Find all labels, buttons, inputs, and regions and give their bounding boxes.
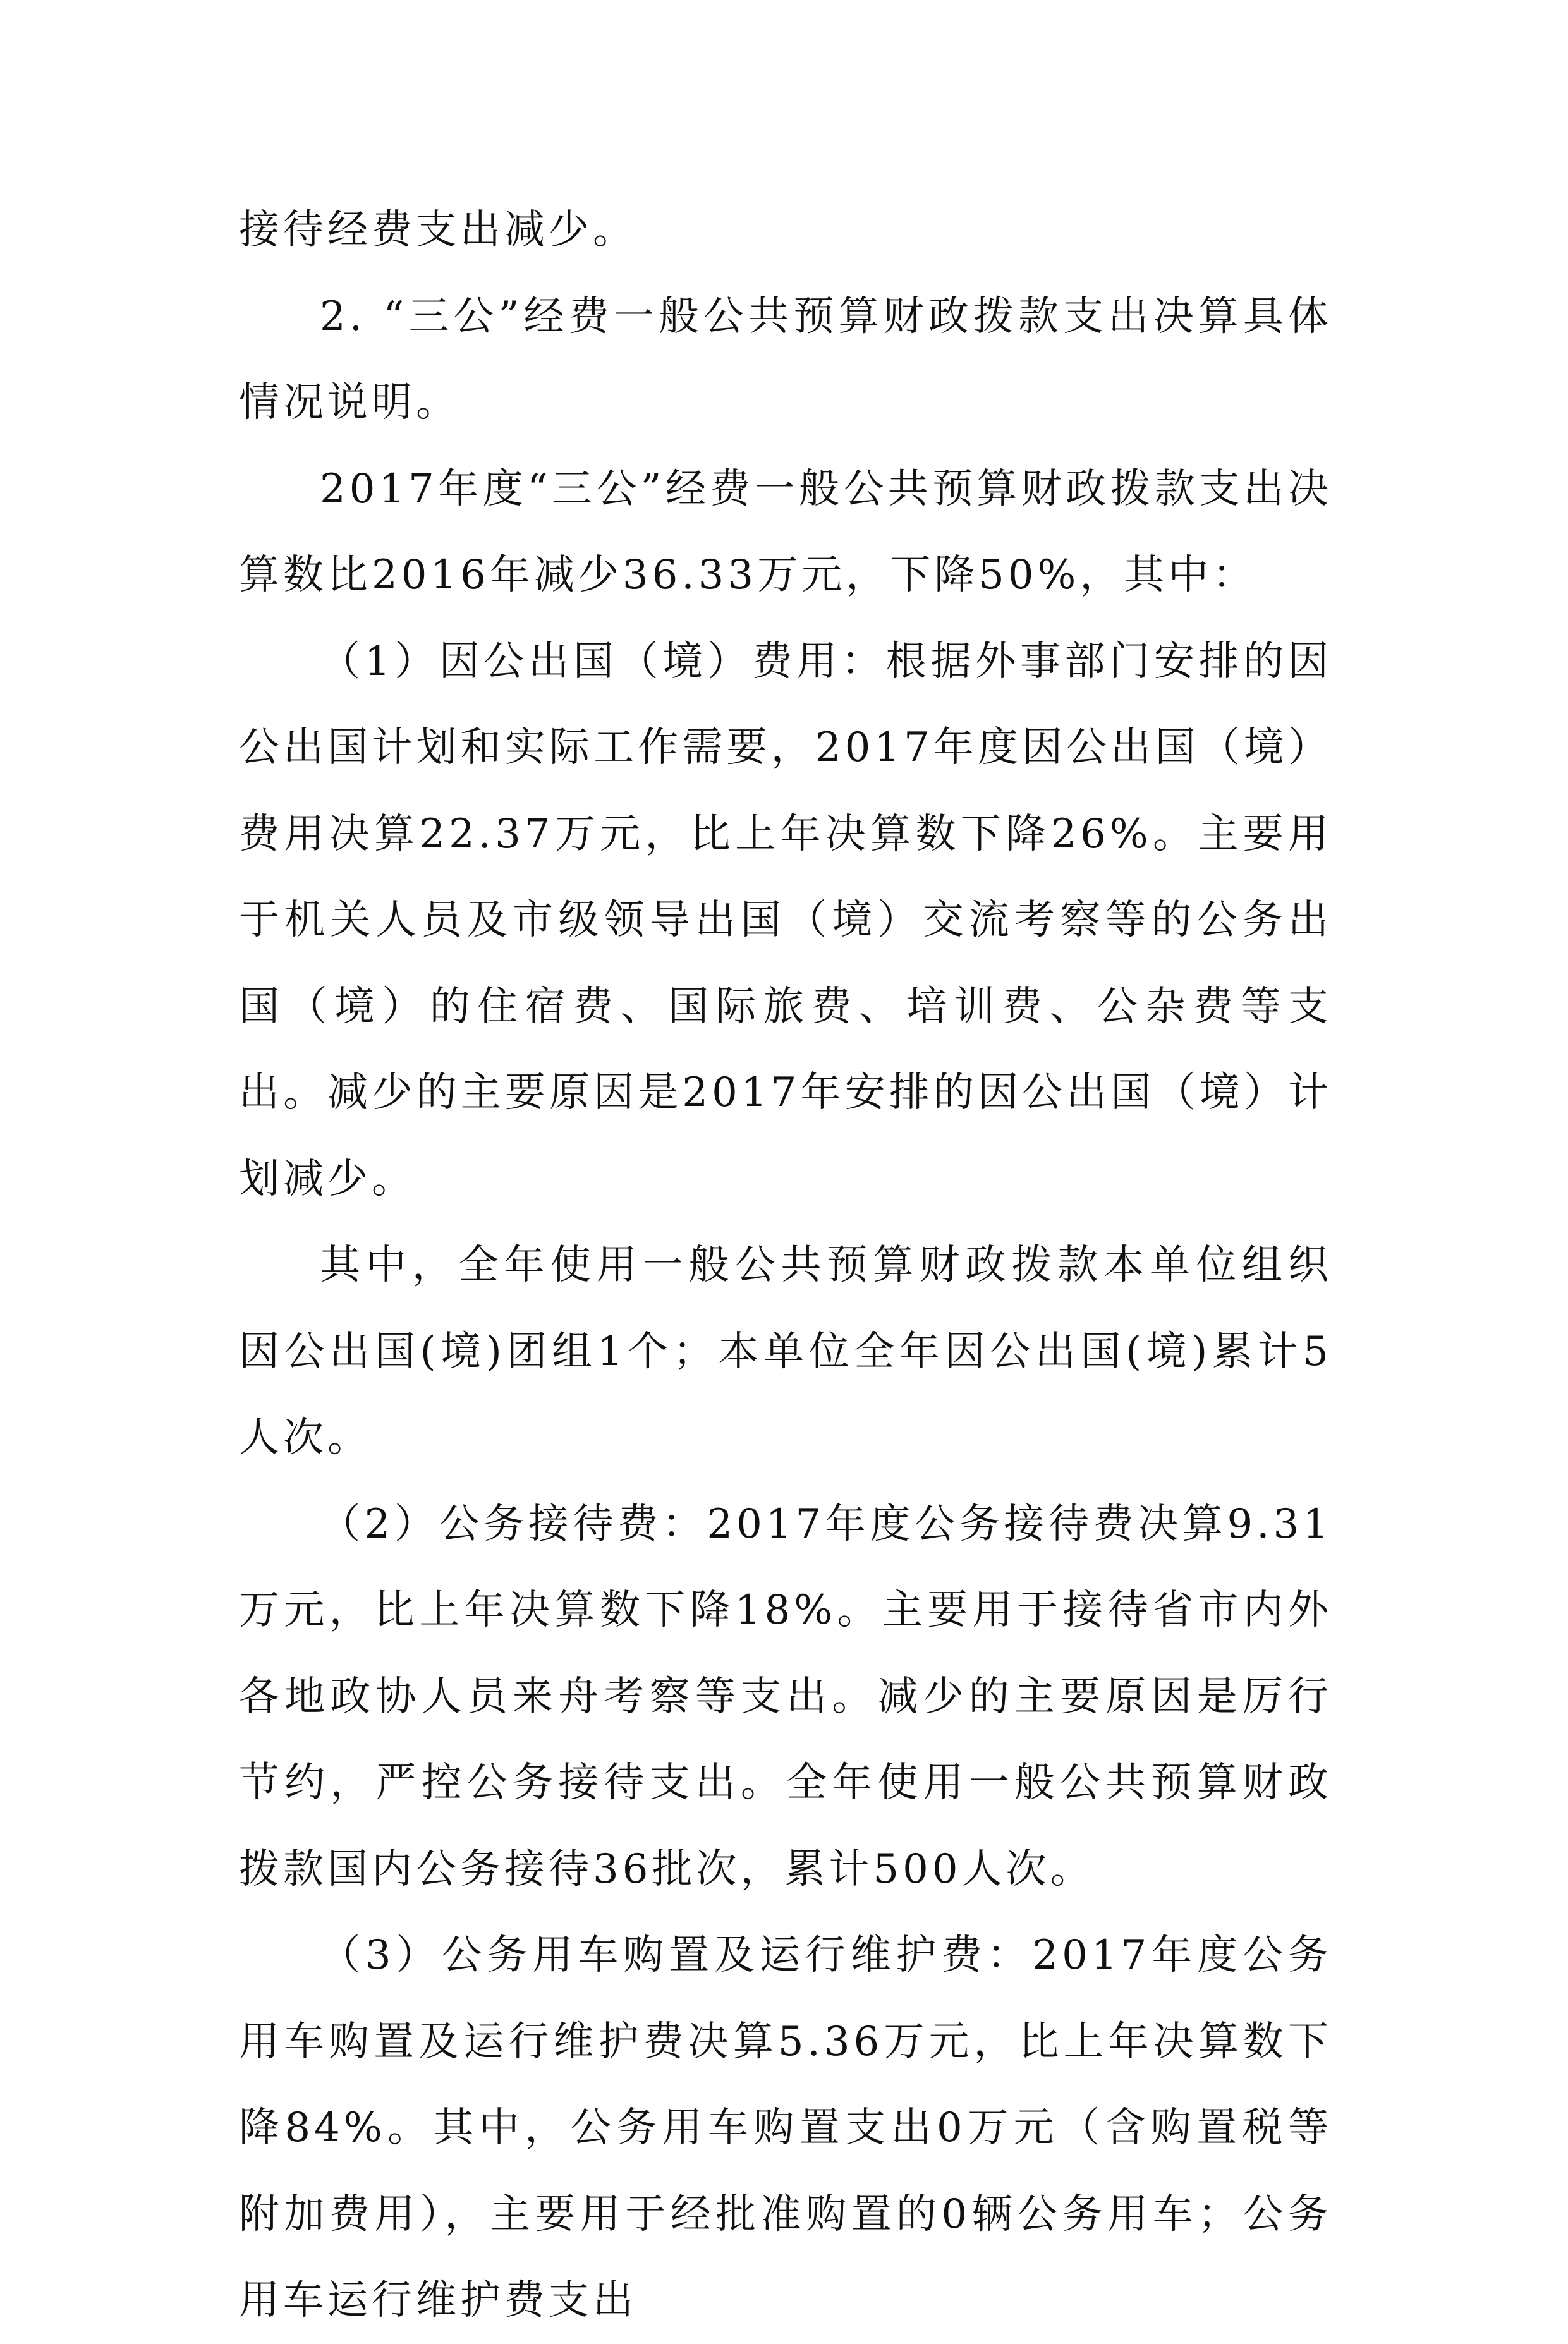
- paragraph-3: 2017年度“三公”经费一般公共预算财政拨款支出决算数比2016年减少36.33万元，下降50%，其中：: [239, 465, 1332, 598]
- document-page: [239, 187, 1332, 2344]
- paragraph-6: （2）公务接待费：2017年度公务接待费决算9.31万元，比上年决算数下降18%。主要用于接待省市内外各地政协人员来舟考察等支出。减少的主要原因是厉行节约，严控公务接待支出。全年使用一般公共预算财政拨款国内公务接待36批次，累计500人次。: [239, 1500, 1332, 1893]
- paragraph-4: （1）因公出国（境）费用：根据外事部门安排的因公出国计划和实际工作需要，2017年度因公出国（境）费用决算22.37万元，比上年决算数下降26%。主要用于机关人员及市级领导出国（境）交流考察等的公务出国（境）的住宿费、国际旅费、培训费、公杂费等支出。减少的主要原因是2017年安排的因公出国（境）计划减少。: [239, 638, 1332, 1203]
- paragraph-2: 2. “三公”经费一般公共预算财政拨款支出决算具体情况说明。: [239, 293, 1332, 426]
- paragraph-5: 其中，全年使用一般公共预算财政拨款本单位组织因公出国(境)团组1个；本单位全年因公出国(境)累计5人次。: [239, 1242, 1332, 1461]
- paragraph-7: （3）公务用车购置及运行维护费：2017年度公务用车购置及运行维护费决算5.36万元，比上年决算数下降84%。其中，公务用车购置支出0万元（含购置税等附加费用），主要用于经批准购置的0辆公务用车；公务用车运行维护费支出: [239, 1932, 1332, 2324]
- paragraph-1: 接待经费支出减少。: [239, 207, 637, 253]
